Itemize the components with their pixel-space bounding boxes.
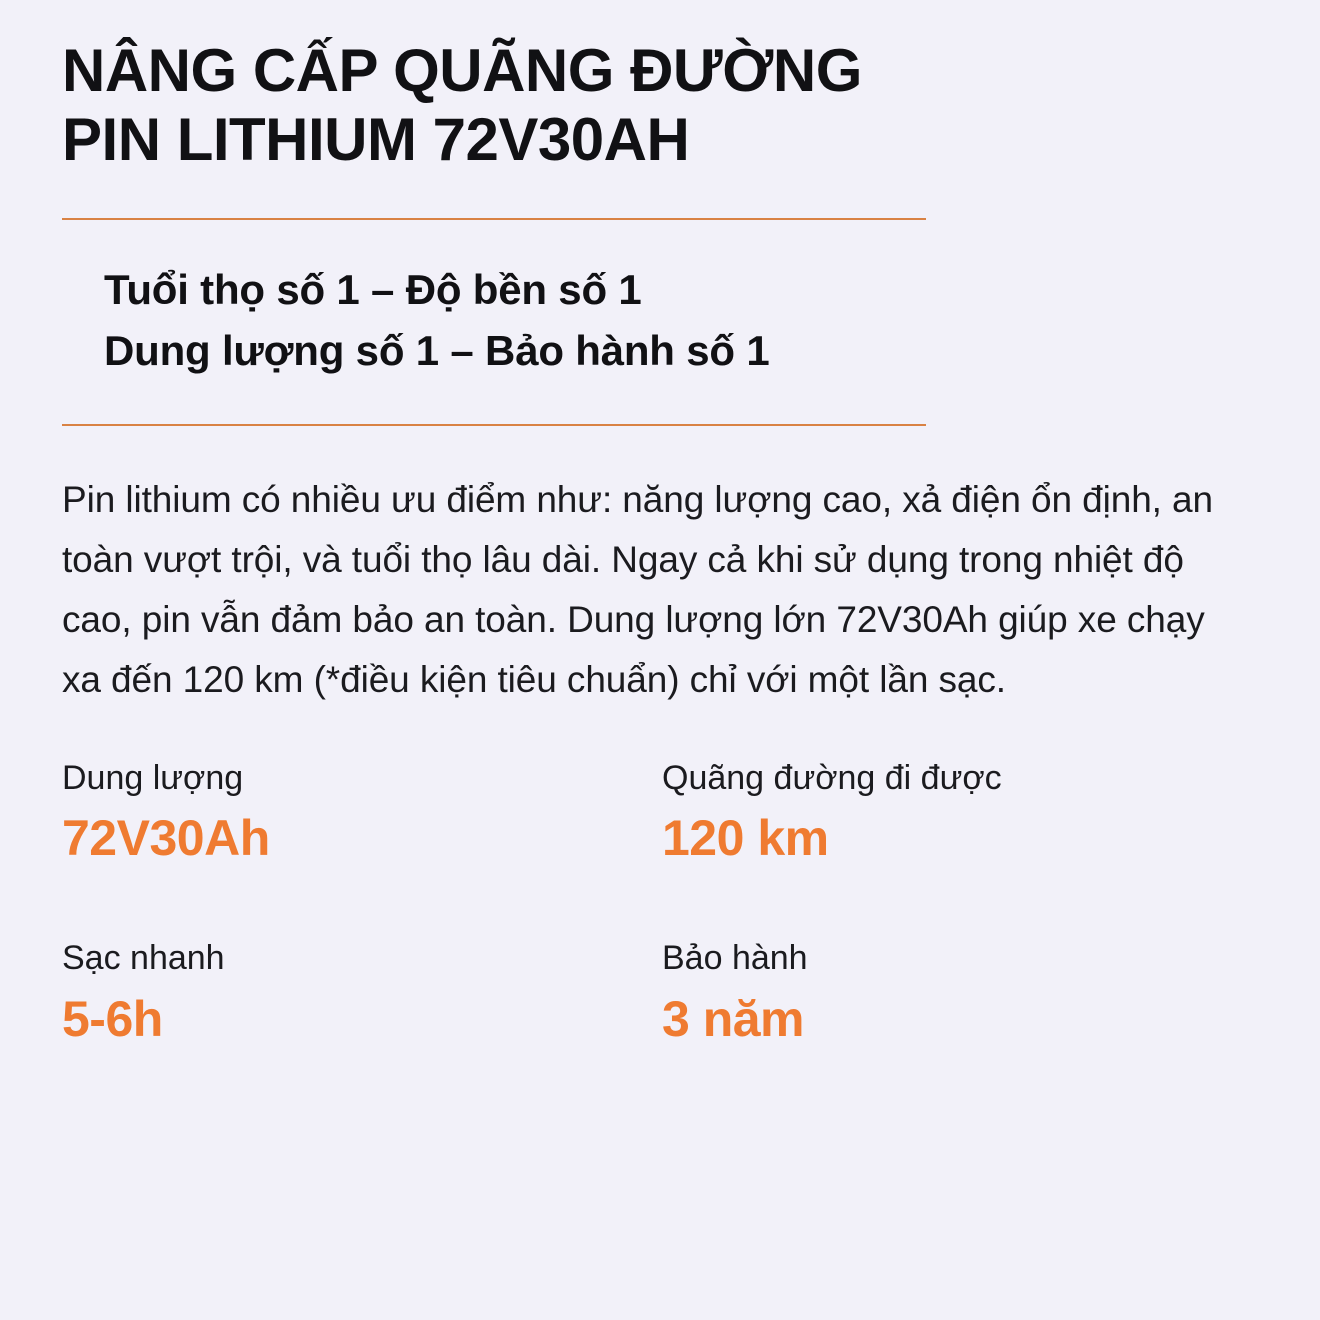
subheading-line-1: Tuổi thọ số 1 – Độ bền số 1 [104, 266, 642, 313]
page-title-line-2: PIN LITHIUM 72V30AH [62, 106, 690, 173]
spec-label: Quãng đường đi được [662, 758, 1002, 797]
spec-item-range [662, 758, 1248, 868]
spec-label: Bảo hành [662, 938, 808, 977]
spec-value: 72V30Ah [62, 810, 270, 867]
spec-item-warranty [662, 938, 1248, 1048]
divider-bottom [62, 424, 926, 426]
spec-label: Dung lượng [62, 758, 244, 797]
spec-value: 5-6h [62, 990, 163, 1047]
subheading-line-2: Dung lượng số 1 – Bảo hành số 1 [104, 326, 770, 374]
subheading-block [62, 220, 1248, 382]
spec-grid [62, 758, 1248, 1049]
page-title [62, 28, 1248, 174]
spec-item-capacity [62, 758, 662, 868]
description-paragraph: Pin lithium có nhiều ưu điểm như: năng lượng cao, xả điện ổn định, an toàn vượt trội, và tuổi thọ lâu dài. Ngay cả khi sử dụng trong nhiệt độ cao, pin vẫn đảm bảo an toàn. Dung lượng lớn 72V30Ah giúp xe chạy xa đến 120 km (*điều kiện tiêu chuẩn) chỉ với một lần sạc. [62, 478, 1213, 700]
spec-value: 120 km [662, 810, 829, 867]
spec-value: 3 năm [662, 990, 805, 1047]
spec-item-fast-charge [62, 938, 662, 1048]
spec-label: Sạc nhanh [62, 938, 225, 977]
page-title-line-1: NÂNG CẤP QUÃNG ĐƯỜNG [62, 37, 862, 104]
